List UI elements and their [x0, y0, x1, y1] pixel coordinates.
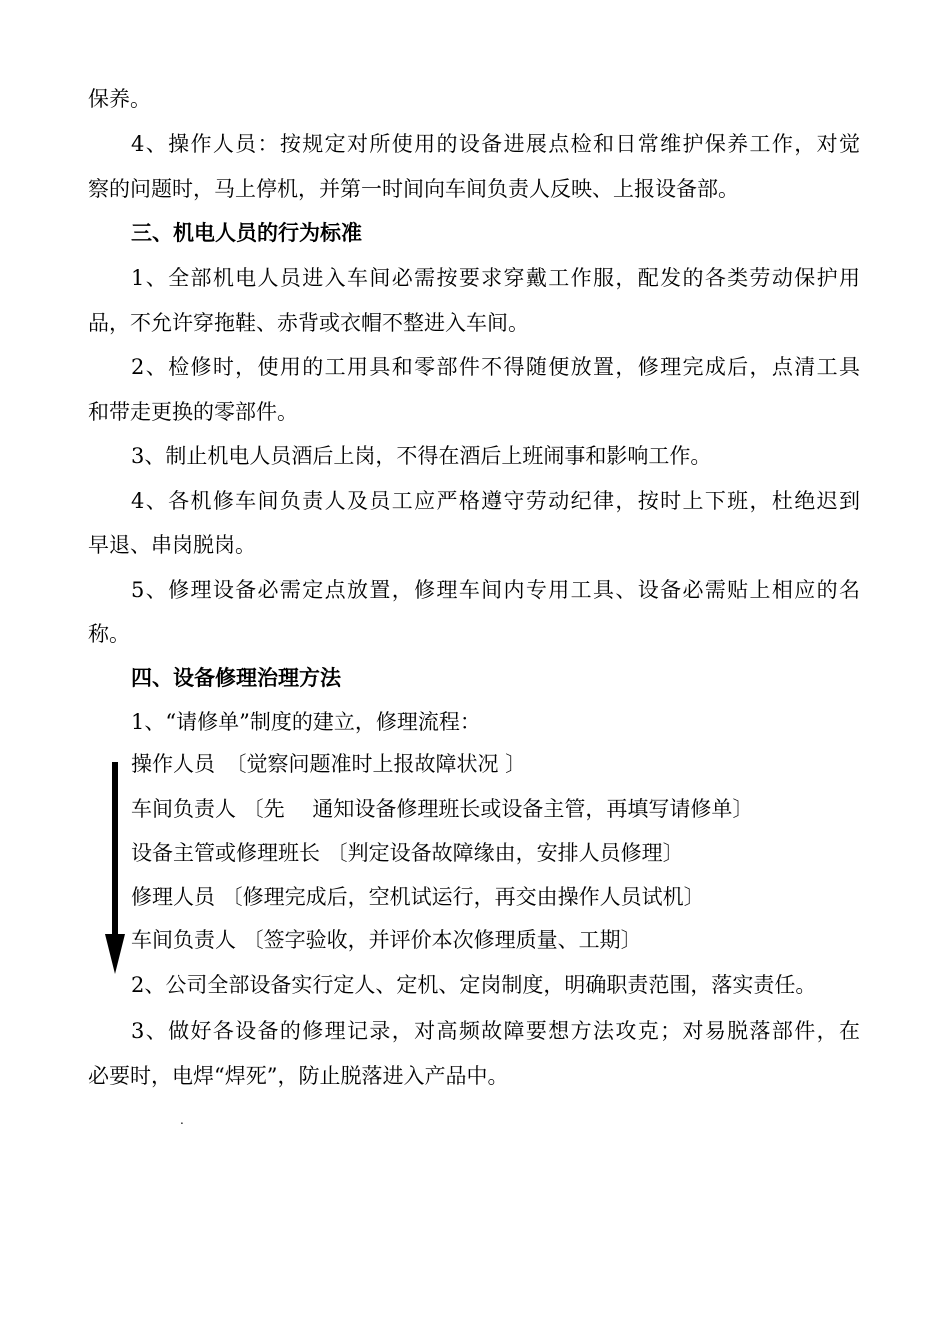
paragraph-line: 3、做好各设备的修理记录，对高频故障要想方法攻克；对易脱落部件，在: [131, 1019, 860, 1043]
flow-step: 车间负责人 〔先 通知设备修理班长或设备主管，再填写请修单〕: [131, 797, 754, 821]
flow-arrow-icon: [104, 762, 126, 974]
paragraph-line: 必要时，电焊“焊死”，防止脱落进入产品中。: [88, 1064, 509, 1088]
paragraph-line: 品，不允许穿拖鞋、赤背或衣帽不整进入车间。: [88, 311, 529, 335]
paragraph-line: 1、“请修单”制度的建立，修理流程：: [131, 710, 481, 734]
paragraph-line: 2、公司全部设备实行定人、定机、定岗制度，明确职责范围，落实责任。: [131, 973, 817, 997]
paragraph-line: 早退、串岗脱岗。: [88, 533, 256, 557]
paragraph-line: 和带走更换的零部件。: [88, 400, 298, 424]
paragraph-line: 保养。: [88, 87, 151, 111]
flow-step: 设备主管或修理班长 〔判定设备故障缘由，安排人员修理〕: [131, 841, 684, 865]
paragraph-line: 3、制止机电人员酒后上岗，不得在酒后上班闹事和影响工作。: [131, 444, 712, 468]
paragraph-line: 5、修理设备必需定点放置，修理车间内专用工具、设备必需贴上相应的名: [131, 578, 860, 602]
paragraph-line: 称。: [88, 622, 130, 646]
paragraph-line: 1、全部机电人员进入车间必需按要求穿戴工作服，配发的各类劳动保护用: [131, 266, 860, 290]
flow-step: 修理人员 〔修理完成后，空机试运行，再交由操作人员试机〕: [131, 885, 705, 909]
paragraph-line: 4、各机修车间负责人及员工应严格遵守劳动纪律，按时上下班，杜绝迟到: [131, 489, 860, 513]
section-heading: 四、设备修理治理方法: [131, 665, 341, 690]
flow-step: 车间负责人 〔签字验收，并评价本次修理质量、工期〕: [131, 928, 642, 952]
footer-mark: .: [180, 1113, 184, 1127]
flow-step: 操作人员 〔觉察问题准时上报故障状况 〕: [131, 752, 527, 776]
paragraph-line: 2、检修时，使用的工用具和零部件不得随便放置，修理完成后，点清工具: [131, 355, 860, 379]
paragraph-line: 4、操作人员：按规定对所使用的设备进展点检和日常维护保养工作，对觉: [131, 132, 860, 156]
section-heading: 三、机电人员的行为标准: [131, 220, 362, 245]
paragraph-line: 察的问题时，马上停机，并第一时间向车间负责人反映、上报设备部。: [88, 177, 739, 201]
